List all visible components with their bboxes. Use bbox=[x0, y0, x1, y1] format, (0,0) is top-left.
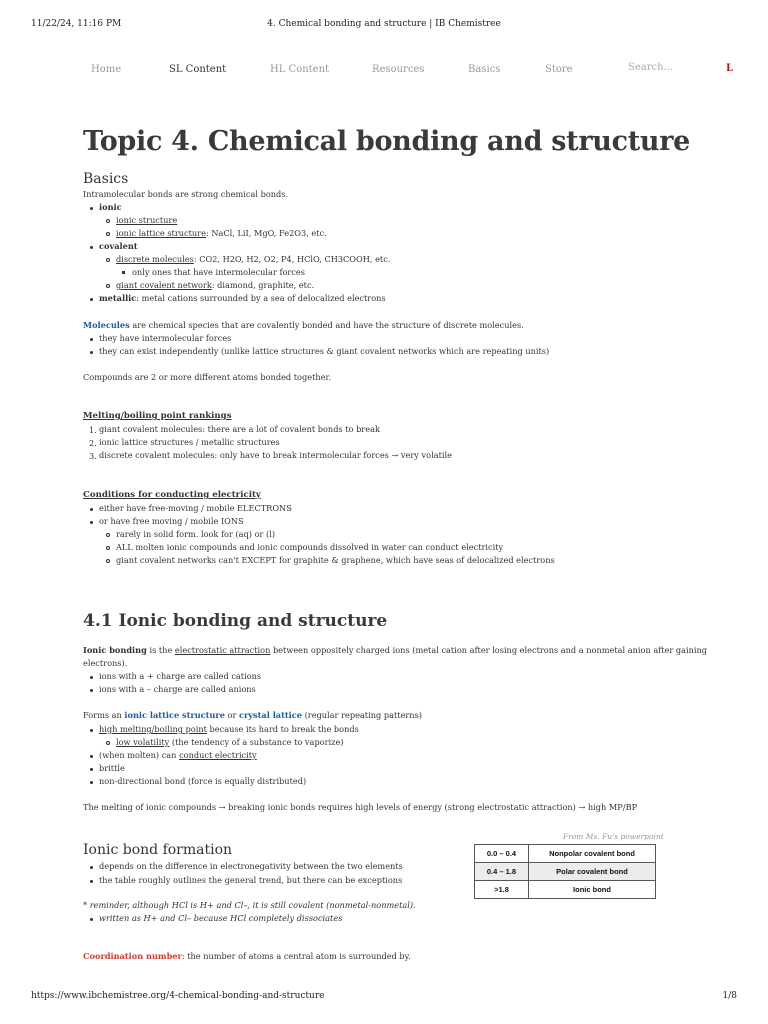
ionic-bonding-mid: is the bbox=[146, 645, 175, 655]
cond-sub-3: giant covalent networks can't EXCEPT for graphite & graphene, which have seas of delocalized electrons bbox=[116, 555, 555, 565]
bullet bbox=[90, 521, 93, 524]
prop-3: brittle bbox=[99, 763, 125, 773]
print-footer bbox=[31, 991, 737, 1005]
table-cell-type: Ionic bond bbox=[529, 881, 656, 899]
nav-hl-content[interactable]: HL Content bbox=[270, 64, 330, 75]
crystal-lattice-link[interactable]: crystal lattice bbox=[238, 710, 302, 720]
compounds-def: Compounds are 2 or more different atoms bonded together. bbox=[83, 372, 332, 382]
bullet bbox=[90, 768, 93, 771]
bullet bbox=[90, 246, 93, 249]
sub-bullet bbox=[106, 219, 110, 223]
bullet bbox=[90, 676, 93, 679]
low-volatility-link[interactable]: low volatility bbox=[116, 737, 170, 747]
electronegativity-table bbox=[474, 844, 656, 899]
covalent-label: covalent bbox=[99, 241, 138, 251]
bullet bbox=[90, 338, 93, 341]
mp-heading: Melting/boiling point rankings bbox=[83, 411, 232, 421]
ion-bullet-1: ions with a + charge are called cations bbox=[99, 671, 262, 681]
table-cell-type: Polar covalent bond bbox=[529, 863, 656, 881]
reminder: * reminder, although HCl is H+ and Cl–, it is still covalent (nonmetal-nonmetal). bbox=[83, 900, 416, 910]
bullet bbox=[90, 781, 93, 784]
ionic-lattice-structure-link[interactable]: ionic lattice structure bbox=[124, 710, 225, 720]
table-row bbox=[475, 881, 656, 899]
table-row bbox=[475, 863, 656, 881]
ionic-lattice-line bbox=[116, 229, 327, 239]
discrete-examples: : CO2, H2O, H2, O2, P4, HClO, CH3COOH, etc. bbox=[193, 254, 391, 264]
bullet bbox=[90, 755, 93, 758]
cond-heading: Conditions for conducting electricity bbox=[83, 490, 261, 500]
table-cell-range: 0.0 – 0.4 bbox=[475, 845, 529, 863]
sub-bullet bbox=[106, 232, 110, 236]
mol-bullet-2: they can exist independently (unlike lattice structures & giant covalent networks which are repeating units) bbox=[99, 346, 550, 356]
nav-home[interactable]: Home bbox=[91, 64, 122, 75]
prop-4: non-directional bond (force is equally distributed) bbox=[99, 776, 307, 786]
bullet bbox=[90, 918, 93, 921]
forms-line bbox=[83, 711, 422, 721]
cond-bullet-2: or have free moving / mobile IONS bbox=[99, 516, 244, 526]
table-cell-range: >1.8 bbox=[475, 881, 529, 899]
nav-basics[interactable]: Basics bbox=[468, 64, 501, 75]
table-cell-type: Nonpolar covalent bond bbox=[529, 845, 656, 863]
giant-examples: : diamond, graphite, etc. bbox=[211, 280, 315, 290]
ionic-bonding-rest: between oppositely charged ions (metal cation after losing electrons and a nonmetal anion after gaining bbox=[270, 645, 708, 655]
bullet bbox=[90, 689, 93, 692]
bullet bbox=[90, 508, 93, 511]
bullet bbox=[90, 866, 93, 869]
sub-bullet bbox=[106, 533, 110, 537]
ionic-bonding-word: Ionic bonding bbox=[83, 645, 147, 655]
forms-pre: Forms an bbox=[83, 710, 125, 720]
mp-item-3: discrete covalent molecules: only have to break intermolecular forces → very volatile bbox=[99, 450, 452, 460]
discrete-line bbox=[116, 255, 390, 265]
sub-bullet bbox=[106, 741, 110, 745]
mp-item-1: giant covalent molecules: there are a lot of covalent bonds to break bbox=[99, 424, 380, 434]
molecules-def bbox=[83, 321, 524, 331]
top-nav bbox=[0, 62, 768, 80]
cond-bullet-1: either have free-moving / mobile ELECTRONS bbox=[99, 503, 292, 513]
metallic-label: metallic bbox=[99, 293, 137, 303]
bullet bbox=[90, 351, 93, 354]
page-title: Topic 4. Chemical bonding and structure bbox=[83, 126, 691, 157]
print-header bbox=[31, 19, 737, 33]
prop-2 bbox=[99, 751, 257, 761]
login-link[interactable]: L bbox=[726, 63, 734, 74]
powerpoint-caption: From Ms. Fu's powerpoint bbox=[563, 832, 664, 841]
nav-resources[interactable]: Resources bbox=[372, 64, 425, 75]
prop-1-rest: because its hard to break the bonds bbox=[206, 724, 359, 734]
melting-line: The melting of ionic compounds → breaking ionic bonds requires high levels of energy (strong electrostatic attraction) → high MP/BP bbox=[83, 802, 638, 812]
cond-sub-1: rarely in solid form. look for (aq) or (l) bbox=[116, 529, 276, 539]
mp-num-3: 3. bbox=[89, 451, 97, 461]
basics-heading: Basics bbox=[83, 171, 129, 187]
print-doc-title: 4. Chemical bonding and structure | IB Chemistree bbox=[267, 19, 501, 29]
mp-item-2: ionic lattice structures / metallic structures bbox=[99, 437, 280, 447]
reminder-sub: written as H+ and Cl– because HCl completely dissociates bbox=[99, 913, 343, 923]
ionic-bonding-def bbox=[83, 646, 707, 656]
mp-num-2: 2. bbox=[89, 438, 97, 448]
molecules-desc: are chemical species that are covalently bonded and have the structure of discrete molecules. bbox=[129, 320, 524, 330]
coordination-line bbox=[83, 952, 411, 962]
basics-intro: Intramolecular bonds are strong chemical bonds. bbox=[83, 189, 289, 199]
coordination-word[interactable]: Coordination number bbox=[83, 951, 182, 961]
prop-1-sub-rest: (the tendency of a substance to vaporize) bbox=[169, 737, 344, 747]
bullet bbox=[90, 880, 93, 883]
bullet bbox=[90, 207, 93, 210]
ionic-structure-link[interactable]: ionic structure bbox=[116, 215, 178, 225]
section-41-heading: 4.1 Ionic bonding and structure bbox=[83, 611, 388, 631]
coordination-rest: : the number of atoms a central atom is surrounded by. bbox=[181, 951, 411, 961]
ionic-label: ionic bbox=[99, 202, 122, 212]
nav-sl-content[interactable]: SL Content bbox=[169, 64, 227, 75]
print-date: 11/22/24, 11:16 PM bbox=[31, 19, 122, 29]
metallic-line bbox=[99, 294, 386, 304]
bullet bbox=[90, 729, 93, 732]
molecules-link[interactable]: Molecules bbox=[83, 320, 130, 330]
giant-covalent-link[interactable]: giant covalent network bbox=[116, 280, 212, 290]
sub-bullet bbox=[106, 559, 110, 563]
forms-or: or bbox=[224, 710, 239, 720]
conduct-electricity-link[interactable]: conduct electricity bbox=[179, 750, 257, 760]
prop-1 bbox=[99, 725, 359, 735]
electrostatic-link[interactable]: electrostatic attraction bbox=[174, 645, 271, 655]
print-url: https://www.ibchemistree.org/4-chemical-bonding-and-structure bbox=[31, 991, 325, 1001]
ionic-bonding-line2: electrons). bbox=[83, 658, 128, 668]
sub-bullet bbox=[106, 258, 110, 262]
high-mp-link[interactable]: high melting/boiling point bbox=[99, 724, 207, 734]
square-bullet bbox=[122, 271, 125, 274]
ionic-lattice-link[interactable]: ionic lattice structure bbox=[116, 228, 206, 238]
ionic-lattice-examples: : NaCl, LiI, MgO, Fe2O3, etc. bbox=[205, 228, 327, 238]
mp-num-1: 1. bbox=[89, 425, 97, 435]
ion-bullet-2: ions with a – charge are called anions bbox=[99, 684, 256, 694]
sub-bullet bbox=[106, 284, 110, 288]
prop-1-sub bbox=[116, 738, 344, 748]
table-cell-range: 0.4 – 1.8 bbox=[475, 863, 529, 881]
mol-bullet-1: they have intermolecular forces bbox=[99, 333, 232, 343]
forms-rest: (regular repeating patterns) bbox=[301, 710, 422, 720]
giant-line bbox=[116, 281, 314, 291]
bullet bbox=[90, 298, 93, 301]
cond-sub-2: ALL molten ionic compounds and ionic compounds dissolved in water can conduct electricity bbox=[116, 542, 504, 552]
search-input[interactable]: Search... bbox=[628, 62, 674, 73]
formation-heading: Ionic bond formation bbox=[83, 842, 233, 858]
sub-bullet bbox=[106, 546, 110, 550]
formation-bullet-1: depends on the difference in electronegativity between the two elements bbox=[99, 861, 403, 871]
nav-store[interactable]: Store bbox=[545, 64, 573, 75]
formation-bullet-2: the table roughly outlines the general trend, but there can be exceptions bbox=[99, 875, 403, 885]
table-row bbox=[475, 845, 656, 863]
discrete-molecules-link[interactable]: discrete molecules bbox=[116, 254, 194, 264]
discrete-note: only ones that have intermolecular forces bbox=[132, 267, 305, 277]
metallic-desc: : metal cations surrounded by a sea of delocalized electrons bbox=[136, 293, 386, 303]
prop-2-pre: (when molten) can bbox=[99, 750, 180, 760]
print-page-number: 1/8 bbox=[722, 991, 737, 1001]
